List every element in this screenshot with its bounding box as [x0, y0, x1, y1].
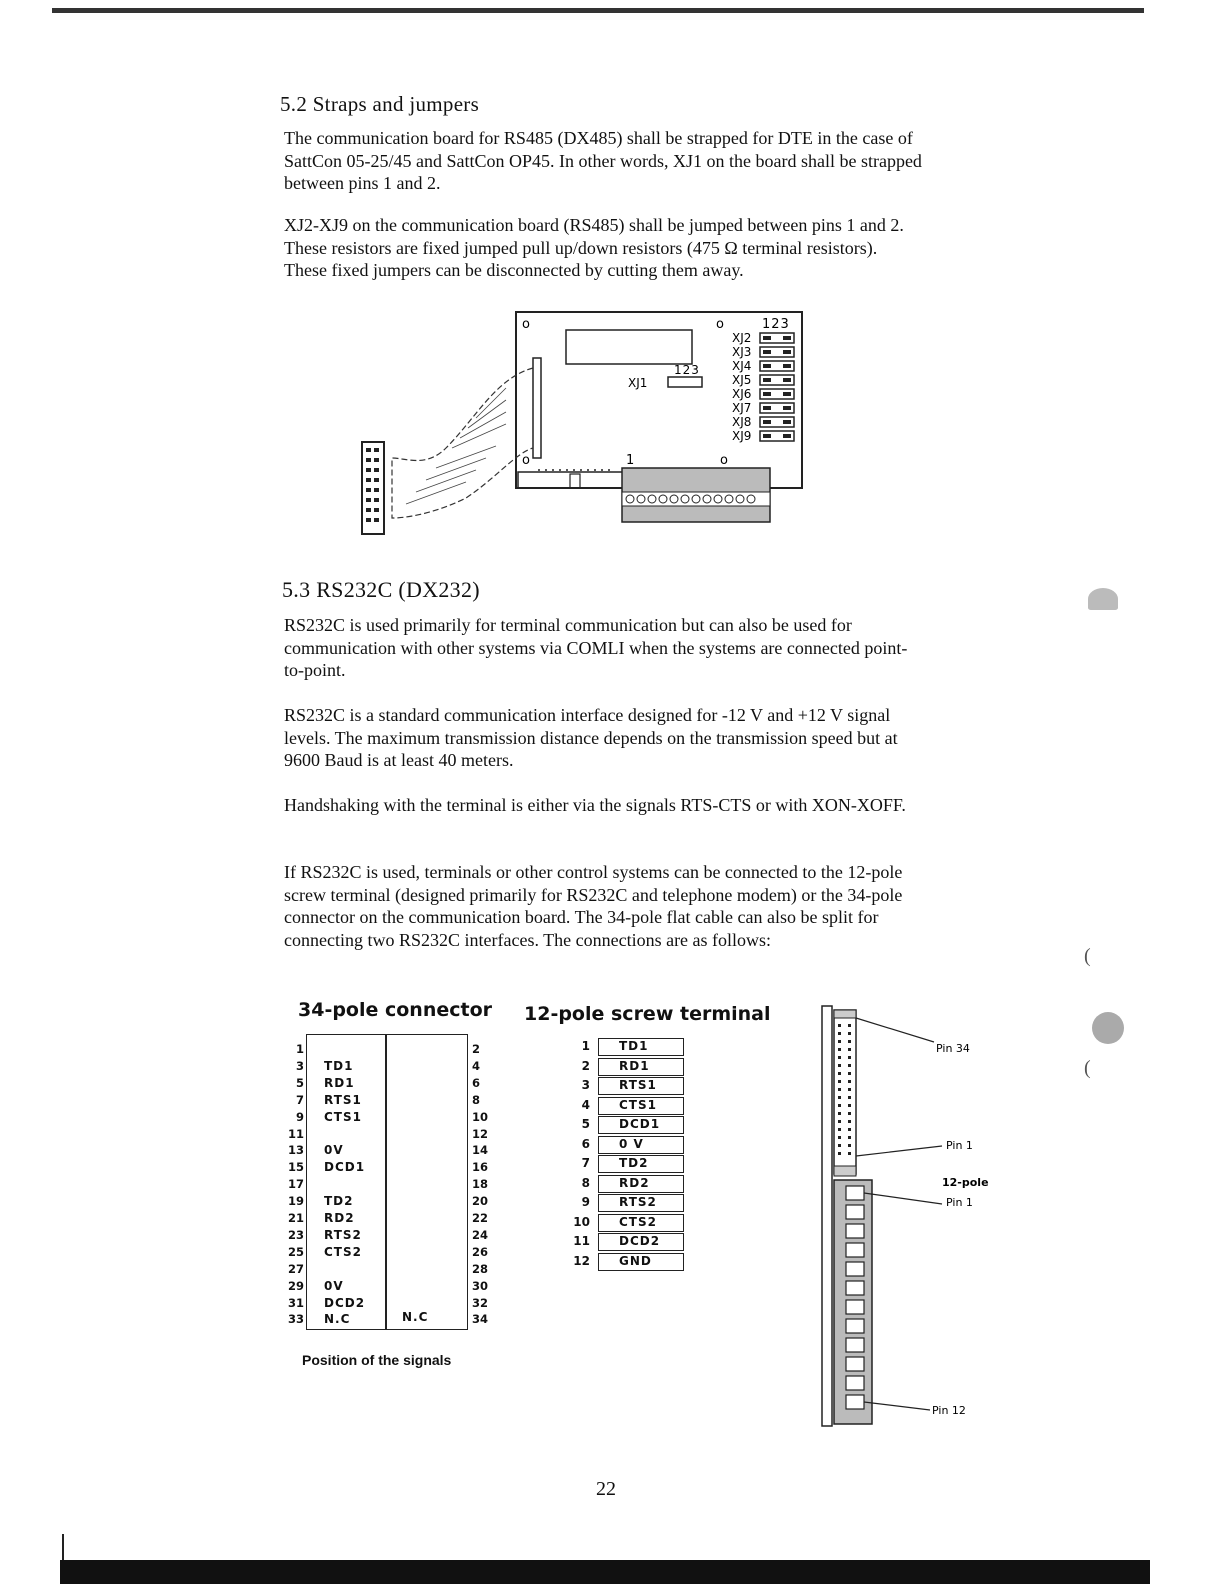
connector34-even-pin: 18: [472, 1177, 489, 1192]
margin-mark-2: (: [1084, 1057, 1091, 1079]
connector34-signal: DCD2: [324, 1295, 366, 1310]
pin1-label: 1: [626, 453, 635, 468]
connector34-signal-nc-34: N.C: [402, 1310, 429, 1324]
connector34-even-pin: 24: [472, 1227, 489, 1242]
connector34-odd-pin: 21: [287, 1211, 304, 1225]
screw12-signal: TD1: [598, 1038, 684, 1056]
screw12-pin: 5: [581, 1117, 590, 1131]
board-corner-mark-bl: o: [522, 453, 530, 468]
screw12-signal: RTS1: [598, 1077, 684, 1095]
top-scan-border: [52, 8, 1144, 13]
connector34-even-pin: 28: [472, 1261, 489, 1276]
screw12-pin: 9: [581, 1195, 590, 1209]
screw12-pin: 11: [573, 1234, 590, 1248]
connector34-caption: Position of the signals: [302, 1352, 452, 1368]
xj8-label: XJ8: [732, 415, 752, 429]
xj5-label: XJ5: [732, 373, 752, 387]
connector34-odd-pin: 19: [287, 1194, 304, 1209]
screw12-pin: 12: [573, 1253, 590, 1268]
screw12-signal: RTS2: [598, 1194, 684, 1212]
connector34-odd-pin: 25: [287, 1244, 304, 1259]
side-34pin-header: [834, 1010, 856, 1174]
communication-board-figure: [356, 308, 816, 540]
side-board-outline: [822, 1006, 832, 1426]
connector34-odd-pin: 33: [287, 1312, 304, 1327]
connector34-even-pin: 6: [472, 1075, 481, 1090]
connector34-even-pin: 10: [472, 1109, 489, 1124]
xj2-label: XJ2: [732, 331, 752, 345]
side-pin34-label: Pin 34: [936, 1042, 970, 1055]
side-12pole-label: 12-pole: [942, 1176, 989, 1189]
jumper-pins-label: 123: [762, 317, 790, 332]
connector34-signal: 0V: [324, 1278, 344, 1293]
connector34-signal: CTS1: [324, 1109, 362, 1124]
connector34-even-pin: 8: [472, 1092, 481, 1107]
side-pin1-label: Pin 1: [946, 1139, 973, 1152]
connector34-even-pin: 12: [472, 1126, 489, 1141]
screw12-signal: GND: [598, 1253, 684, 1271]
screw12-signal: DCD2: [598, 1233, 684, 1251]
connector34-signal: RD1: [324, 1075, 355, 1090]
connector34-odd-pin: 5: [295, 1075, 304, 1090]
connector34-even-pin: 22: [472, 1211, 489, 1225]
screw12-signal: CTS1: [598, 1097, 684, 1115]
connector34-signal: 0V: [324, 1143, 344, 1158]
screw12-pin: 4: [581, 1097, 590, 1112]
screw12-pin: 8: [581, 1175, 590, 1190]
board-corner-mark-tl: o: [522, 317, 530, 332]
connector34-even-pin: 20: [472, 1194, 489, 1209]
screw12-pin: 6: [581, 1136, 590, 1151]
connector34-odd-pin: 15: [287, 1160, 304, 1175]
screw12-pin: 2: [581, 1058, 590, 1073]
section-5-2-para-2: XJ2-XJ9 on the communication board (RS485) shall be jumped between pins 1 and 2. These resistors are fixed jumped pull up/down resistors (475 Ω terminal resistors). These fixed jumpers can be disconnected by cutting them away.: [284, 215, 904, 280]
connector34-title: 34-pole connector: [298, 999, 493, 1021]
connector34-even-pin: 34: [472, 1312, 489, 1327]
section-5-2-heading: 5.2 Straps and jumpers: [280, 92, 480, 116]
screw12-signal: DCD1: [598, 1116, 684, 1134]
xj3-label: XJ3: [732, 345, 752, 359]
side-pin12-label: Pin 12: [932, 1404, 966, 1417]
screw12-pin: 7: [581, 1156, 590, 1170]
screw12-title: 12-pole screw terminal: [524, 1003, 771, 1025]
screw12-signal: TD2: [598, 1155, 684, 1173]
xj7-label: XJ7: [732, 401, 752, 415]
page-number: 22: [596, 1478, 616, 1500]
connector34-even-pin: 16: [472, 1160, 489, 1175]
section-5-3-para-2: RS232C is a standard communication interface designed for -12 V and +12 V signal levels. The maximum transmission distance depends on the transmission speed but at 9600 Baud is at least 40 meters.: [284, 705, 898, 770]
connector34-odd-pin: 3: [295, 1058, 304, 1073]
screw12-pin: 10: [573, 1214, 590, 1229]
punch-hole-2: [1092, 1012, 1124, 1044]
connector34-even-pin: 26: [472, 1244, 489, 1259]
section-5-3-para-3: Handshaking with the terminal is either via the signals RTS-CTS or with XON-XOFF.: [284, 795, 906, 815]
board-corner-mark-tr: o: [716, 317, 724, 332]
connector34-signal: DCD1: [324, 1160, 366, 1175]
screw12-signal: RD2: [598, 1175, 684, 1193]
punch-hole-1: [1088, 588, 1118, 610]
screw12-pin: 1: [581, 1039, 590, 1053]
connector34-signal: TD2: [324, 1194, 354, 1209]
connector34-even-pin: 30: [472, 1278, 489, 1293]
board-corner-mark-br: o: [720, 453, 728, 468]
connector34-odd-pin: 7: [295, 1092, 304, 1107]
connector34-odd-pin: 11: [287, 1126, 304, 1141]
connector34-odd-pin: 17: [287, 1177, 304, 1192]
xj9-label: XJ9: [732, 429, 752, 443]
ribbon-end-connector: [362, 442, 384, 534]
screw12-signal: CTS2: [598, 1214, 684, 1232]
section-5-2-para-1: The communication board for RS485 (DX485) shall be strapped for DTE in the case of SattCon 05-25/45 and SattCon OP45. In other words, XJ1 on the board shall be strapped between pins 1 and 2.: [284, 128, 922, 193]
screw12-signal: RD1: [598, 1058, 684, 1076]
connector34-odd-pin: 29: [287, 1278, 304, 1293]
side-12pole-pin1-label: Pin 1: [946, 1196, 973, 1209]
connector34-signal: RD2: [324, 1211, 355, 1225]
connector34-odd-pin: 1: [295, 1042, 304, 1056]
screw12-pin: 3: [581, 1078, 590, 1092]
connector-side-figure: [818, 1000, 998, 1432]
connector34-odd-pin: 9: [295, 1109, 304, 1124]
bottom-scan-border: [60, 1560, 1150, 1584]
screw12-signal: 0 V: [598, 1136, 684, 1154]
xj6-label: XJ6: [732, 387, 752, 401]
connector34-signal: TD1: [324, 1058, 354, 1073]
section-5-3-para-4: If RS232C is used, terminals or other control systems can be connected to the 12-pole screw terminal (designed primarily for RS232C and telephone modem) or the 34-pole connector on the communication board. The 34-pole flat cable can also be split for connecting two RS232C interfaces. The connections are as follows:: [284, 862, 903, 950]
xj4-label: XJ4: [732, 359, 752, 373]
board-outline: [516, 312, 802, 488]
connector34-even-pin: 14: [472, 1143, 489, 1158]
connector34-odd-pin: 13: [287, 1143, 304, 1158]
connector34-divider: [385, 1035, 387, 1329]
connector34-odd-pin: 31: [287, 1295, 304, 1310]
section-5-3-heading: 5.3 RS232C (DX232): [282, 577, 480, 602]
connector34-signal: N.C: [324, 1312, 351, 1327]
margin-mark-1: (: [1084, 945, 1091, 967]
section-5-3-para-1: RS232C is used primarily for terminal communication but can also be used for communication with other systems via COMLI when the systems are connected point-to-point.: [284, 615, 908, 680]
connector34-signal: RTS2: [324, 1227, 362, 1242]
connector34-signal: CTS2: [324, 1244, 362, 1259]
connector34-odd-pin: 27: [287, 1261, 304, 1276]
ribbon-header: [533, 358, 541, 458]
xj1-label: XJ1: [628, 376, 648, 390]
connector34-even-pin: 4: [472, 1058, 481, 1073]
xj1-pins-label: 123: [674, 363, 700, 377]
connector34-even-pin: 2: [472, 1042, 481, 1056]
connector34-signal: RTS1: [324, 1092, 362, 1107]
connector34-odd-pin: 23: [287, 1227, 304, 1242]
connector34-even-pin: 32: [472, 1295, 489, 1310]
board-chip: [566, 330, 692, 364]
